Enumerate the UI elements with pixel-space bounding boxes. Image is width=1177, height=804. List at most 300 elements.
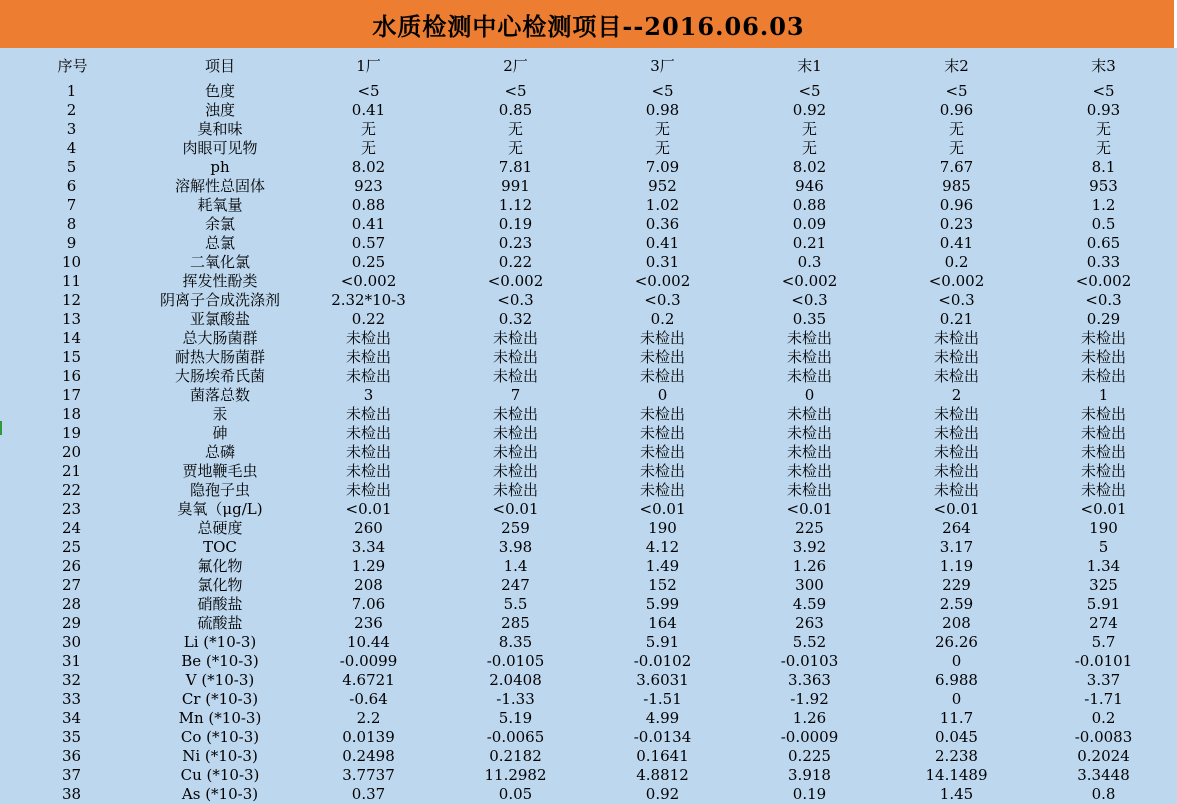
value-end-3: -1.71 bbox=[1084, 690, 1123, 708]
value-plant-1: 3.34 bbox=[351, 538, 386, 556]
value-end-1: 无 bbox=[801, 120, 817, 138]
table-row bbox=[0, 120, 1177, 139]
value-end-3: 1 bbox=[1098, 386, 1109, 404]
item-name: 隐孢子虫 bbox=[189, 481, 250, 499]
value-plant-3: 5.99 bbox=[645, 595, 680, 613]
value-end-3: 274 bbox=[1089, 614, 1118, 632]
table-row bbox=[0, 177, 1177, 196]
value-plant-2: 未检出 bbox=[492, 443, 538, 461]
value-end-1: 0.92 bbox=[792, 101, 827, 119]
header-end-3: 末3 bbox=[1091, 57, 1116, 75]
value-end-2: <0.01 bbox=[933, 500, 980, 518]
row-index: 22 bbox=[61, 481, 82, 499]
item-name: Li (*10-3) bbox=[183, 633, 257, 651]
item-name: ph bbox=[210, 158, 230, 176]
value-plant-1: 7.06 bbox=[351, 595, 386, 613]
value-plant-3: 0.41 bbox=[645, 234, 680, 252]
row-index: 37 bbox=[61, 766, 82, 784]
value-end-2: 2 bbox=[951, 386, 962, 404]
table-row bbox=[0, 538, 1177, 557]
item-name: 余氯 bbox=[204, 215, 235, 233]
table-row bbox=[0, 215, 1177, 234]
value-plant-1: 236 bbox=[354, 614, 383, 632]
item-name: Co (*10-3) bbox=[180, 728, 260, 746]
value-plant-2: 2.0408 bbox=[489, 671, 542, 689]
value-end-2: 未检出 bbox=[933, 405, 979, 423]
value-end-3: 1.2 bbox=[1091, 196, 1116, 214]
item-name: 耐热大肠菌群 bbox=[174, 348, 265, 366]
value-end-1: -0.0103 bbox=[780, 652, 839, 670]
value-end-1: 无 bbox=[801, 139, 817, 157]
value-end-1: 0.19 bbox=[792, 785, 827, 803]
value-plant-3: 952 bbox=[648, 177, 677, 195]
value-plant-2: 259 bbox=[501, 519, 530, 537]
value-end-2: <0.002 bbox=[928, 272, 985, 290]
value-end-3: 5.7 bbox=[1091, 633, 1116, 651]
value-end-3: 5 bbox=[1098, 538, 1109, 556]
header-plant-2: 2厂 bbox=[503, 57, 528, 75]
value-plant-3: 1.49 bbox=[645, 557, 680, 575]
table-row bbox=[0, 671, 1177, 690]
value-end-2: 985 bbox=[942, 177, 971, 195]
value-plant-2: 未检出 bbox=[492, 462, 538, 480]
value-end-3: 未检出 bbox=[1080, 367, 1126, 385]
row-index: 25 bbox=[61, 538, 82, 556]
table-row bbox=[0, 310, 1177, 329]
item-name: 臭氧（μg/L) bbox=[177, 500, 263, 518]
value-plant-3: 4.12 bbox=[645, 538, 680, 556]
value-end-3: 0.93 bbox=[1086, 101, 1121, 119]
value-plant-1: 3 bbox=[363, 386, 374, 404]
value-plant-3: 190 bbox=[648, 519, 677, 537]
value-end-1: 0.225 bbox=[788, 747, 831, 765]
value-plant-1: 260 bbox=[354, 519, 383, 537]
value-end-1: 未检出 bbox=[786, 348, 832, 366]
value-plant-3: 7.09 bbox=[645, 158, 680, 176]
header-end-1: 末1 bbox=[797, 57, 822, 75]
row-index: 6 bbox=[66, 177, 77, 195]
value-plant-1: 4.6721 bbox=[342, 671, 395, 689]
item-name: 氟化物 bbox=[197, 557, 243, 575]
value-end-3: -0.0083 bbox=[1074, 728, 1133, 746]
value-plant-3: 无 bbox=[654, 120, 670, 138]
table-row bbox=[0, 557, 1177, 576]
value-plant-1: 1.29 bbox=[351, 557, 386, 575]
table-row bbox=[0, 709, 1177, 728]
value-end-1: 5.52 bbox=[792, 633, 827, 651]
item-name: 亚氯酸盐 bbox=[189, 310, 250, 328]
row-index: 19 bbox=[61, 424, 82, 442]
value-end-2: 无 bbox=[948, 139, 964, 157]
value-end-2: 3.17 bbox=[939, 538, 974, 556]
item-name: 硝酸盐 bbox=[197, 595, 243, 613]
value-plant-1: 0.88 bbox=[351, 196, 386, 214]
value-end-2: 229 bbox=[942, 576, 971, 594]
value-plant-2: 5.19 bbox=[498, 709, 533, 727]
table-row bbox=[0, 82, 1177, 101]
row-index: 5 bbox=[66, 158, 77, 176]
value-end-1: 263 bbox=[795, 614, 824, 632]
value-end-3: 3.3448 bbox=[1077, 766, 1130, 784]
value-end-3: -0.0101 bbox=[1074, 652, 1133, 670]
value-plant-2: 未检出 bbox=[492, 405, 538, 423]
item-name: 大肠埃希氏菌 bbox=[174, 367, 265, 385]
item-name: 溶解性总固体 bbox=[174, 177, 265, 195]
value-end-3: 3.37 bbox=[1086, 671, 1121, 689]
value-plant-3: 1.02 bbox=[645, 196, 680, 214]
row-index: 13 bbox=[61, 310, 82, 328]
item-name: 浊度 bbox=[204, 101, 235, 119]
value-plant-3: 无 bbox=[654, 139, 670, 157]
value-plant-3: 3.6031 bbox=[636, 671, 689, 689]
value-plant-1: 未检出 bbox=[345, 481, 391, 499]
value-end-3: 无 bbox=[1095, 139, 1111, 157]
value-end-2: 未检出 bbox=[933, 348, 979, 366]
value-plant-1: 未检出 bbox=[345, 424, 391, 442]
value-end-2: 1.19 bbox=[939, 557, 974, 575]
value-plant-2: 991 bbox=[501, 177, 530, 195]
table-row bbox=[0, 481, 1177, 500]
value-plant-3: 4.99 bbox=[645, 709, 680, 727]
value-end-3: 1.34 bbox=[1086, 557, 1121, 575]
value-end-1: 0.21 bbox=[792, 234, 827, 252]
item-name: 挥发性酚类 bbox=[182, 272, 258, 290]
value-plant-2: 7.81 bbox=[498, 158, 533, 176]
table-row bbox=[0, 633, 1177, 652]
value-plant-2: 0.19 bbox=[498, 215, 533, 233]
value-end-2: 0.2 bbox=[944, 253, 969, 271]
value-plant-3: -0.0134 bbox=[633, 728, 692, 746]
value-plant-2: 0.85 bbox=[498, 101, 533, 119]
row-index: 31 bbox=[61, 652, 82, 670]
row-index: 21 bbox=[61, 462, 82, 480]
value-plant-3: 0.1641 bbox=[636, 747, 689, 765]
row-index: 17 bbox=[61, 386, 82, 404]
value-end-3: <0.3 bbox=[1085, 291, 1122, 309]
value-plant-3: 0 bbox=[657, 386, 668, 404]
row-index: 11 bbox=[61, 272, 82, 290]
table-row bbox=[0, 405, 1177, 424]
value-plant-3: 5.91 bbox=[645, 633, 680, 651]
value-end-2: 未检出 bbox=[933, 481, 979, 499]
value-end-1: 未检出 bbox=[786, 424, 832, 442]
row-index: 3 bbox=[66, 120, 77, 138]
item-name: Cr (*10-3) bbox=[181, 690, 259, 708]
value-plant-3: 未检出 bbox=[639, 405, 685, 423]
value-end-2: 6.988 bbox=[935, 671, 978, 689]
table-row bbox=[0, 253, 1177, 272]
value-plant-2: <0.01 bbox=[492, 500, 539, 518]
value-end-3: 未检出 bbox=[1080, 329, 1126, 347]
table-row bbox=[0, 766, 1177, 785]
header-plant-3: 3厂 bbox=[650, 57, 675, 75]
value-end-1: 未检出 bbox=[786, 443, 832, 461]
value-end-2: 26.26 bbox=[935, 633, 978, 651]
item-name: V (*10-3) bbox=[185, 671, 255, 689]
table-row bbox=[0, 747, 1177, 766]
value-end-2: 11.7 bbox=[939, 709, 974, 727]
table-row bbox=[0, 443, 1177, 462]
value-end-3: <5 bbox=[1092, 82, 1115, 100]
value-end-2: 0.41 bbox=[939, 234, 974, 252]
value-plant-3: 未检出 bbox=[639, 481, 685, 499]
value-end-3: 325 bbox=[1089, 576, 1118, 594]
results-table bbox=[0, 48, 1177, 804]
value-end-2: 14.1489 bbox=[925, 766, 988, 784]
value-plant-2: <0.3 bbox=[497, 291, 534, 309]
value-plant-1: 0.57 bbox=[351, 234, 386, 252]
value-plant-1: 0.2498 bbox=[342, 747, 395, 765]
value-end-2: 未检出 bbox=[933, 329, 979, 347]
value-end-3: 未检出 bbox=[1080, 443, 1126, 461]
value-plant-2: 无 bbox=[507, 139, 523, 157]
value-plant-1: 8.02 bbox=[351, 158, 386, 176]
table-row bbox=[0, 158, 1177, 177]
row-index: 10 bbox=[61, 253, 82, 271]
value-end-1: -0.0009 bbox=[780, 728, 839, 746]
value-end-3: 未检出 bbox=[1080, 462, 1126, 480]
item-name: 总磷 bbox=[204, 443, 235, 461]
row-index: 16 bbox=[61, 367, 82, 385]
item-name: 耗氧量 bbox=[197, 196, 243, 214]
value-end-1: 未检出 bbox=[786, 481, 832, 499]
value-plant-2: 未检出 bbox=[492, 348, 538, 366]
value-plant-3: 0.36 bbox=[645, 215, 680, 233]
value-end-2: 7.67 bbox=[939, 158, 974, 176]
value-end-2: 未检出 bbox=[933, 462, 979, 480]
value-plant-1: 未检出 bbox=[345, 367, 391, 385]
value-end-3: 0.65 bbox=[1086, 234, 1121, 252]
value-plant-1: 无 bbox=[360, 139, 376, 157]
row-index: 23 bbox=[61, 500, 82, 518]
value-end-3: 0.29 bbox=[1086, 310, 1121, 328]
header-plant-1: 1厂 bbox=[356, 57, 381, 75]
value-end-1: 0.3 bbox=[797, 253, 822, 271]
value-end-2: 0.23 bbox=[939, 215, 974, 233]
row-index: 12 bbox=[61, 291, 82, 309]
table-row bbox=[0, 576, 1177, 595]
value-plant-2: 1.4 bbox=[503, 557, 528, 575]
value-plant-2: 未检出 bbox=[492, 367, 538, 385]
value-plant-2: 0.32 bbox=[498, 310, 533, 328]
value-plant-1: -0.64 bbox=[349, 690, 388, 708]
row-index: 28 bbox=[61, 595, 82, 613]
value-end-1: 未检出 bbox=[786, 329, 832, 347]
value-end-3: 0.5 bbox=[1091, 215, 1116, 233]
value-end-1: 1.26 bbox=[792, 557, 827, 575]
table-row bbox=[0, 462, 1177, 481]
value-plant-2: -0.0105 bbox=[486, 652, 545, 670]
row-index: 15 bbox=[61, 348, 82, 366]
value-plant-3: -0.0102 bbox=[633, 652, 692, 670]
row-index: 2 bbox=[66, 101, 77, 119]
value-plant-3: 164 bbox=[648, 614, 677, 632]
value-plant-1: 2.2 bbox=[356, 709, 381, 727]
value-end-2: <5 bbox=[945, 82, 968, 100]
value-end-3: 0.33 bbox=[1086, 253, 1121, 271]
item-name: TOC bbox=[203, 538, 237, 556]
item-name: 肉眼可见物 bbox=[182, 139, 258, 157]
value-plant-2: 未检出 bbox=[492, 424, 538, 442]
value-plant-3: <0.3 bbox=[644, 291, 681, 309]
value-plant-1: 0.41 bbox=[351, 215, 386, 233]
value-end-1: 未检出 bbox=[786, 462, 832, 480]
value-end-1: 未检出 bbox=[786, 367, 832, 385]
value-plant-1: 0.25 bbox=[351, 253, 386, 271]
item-name: 硫酸盐 bbox=[197, 614, 243, 632]
value-end-1: 300 bbox=[795, 576, 824, 594]
value-plant-1: 0.0139 bbox=[342, 728, 395, 746]
value-plant-1: 0.41 bbox=[351, 101, 386, 119]
value-plant-2: 0.05 bbox=[498, 785, 533, 803]
value-plant-2: 未检出 bbox=[492, 329, 538, 347]
value-plant-2: 无 bbox=[507, 120, 523, 138]
value-plant-3: 未检出 bbox=[639, 462, 685, 480]
value-plant-1: <0.01 bbox=[345, 500, 392, 518]
value-plant-1: 未检出 bbox=[345, 443, 391, 461]
row-index: 30 bbox=[61, 633, 82, 651]
value-plant-2: 8.35 bbox=[498, 633, 533, 651]
table-row bbox=[0, 519, 1177, 538]
value-plant-2: 未检出 bbox=[492, 481, 538, 499]
row-index: 24 bbox=[61, 519, 82, 537]
row-index: 33 bbox=[61, 690, 82, 708]
value-plant-1: 未检出 bbox=[345, 405, 391, 423]
value-end-1: 0 bbox=[804, 386, 815, 404]
row-index: 18 bbox=[61, 405, 82, 423]
row-index: 1 bbox=[66, 82, 77, 100]
value-end-2: 0 bbox=[951, 690, 962, 708]
item-name: 色度 bbox=[204, 82, 235, 100]
table-row bbox=[0, 101, 1177, 120]
table-row bbox=[0, 329, 1177, 348]
table-row bbox=[0, 500, 1177, 519]
value-end-1: <0.01 bbox=[786, 500, 833, 518]
value-plant-1: -0.0099 bbox=[339, 652, 398, 670]
item-name: 阴离子合成洗涤剂 bbox=[159, 291, 280, 309]
header-index: 序号 bbox=[57, 57, 88, 75]
table-row bbox=[0, 196, 1177, 215]
value-end-3: 未检出 bbox=[1080, 348, 1126, 366]
value-end-1: 0.09 bbox=[792, 215, 827, 233]
value-end-2: 未检出 bbox=[933, 443, 979, 461]
table-row bbox=[0, 614, 1177, 633]
value-plant-1: 923 bbox=[354, 177, 383, 195]
item-name: Ni (*10-3) bbox=[182, 747, 258, 765]
value-end-3: 0.2 bbox=[1091, 709, 1116, 727]
value-plant-3: 0.92 bbox=[645, 785, 680, 803]
value-end-2: 0.96 bbox=[939, 101, 974, 119]
value-plant-1: 3.7737 bbox=[342, 766, 395, 784]
sheet-title: 水质检测中心检测项目--2016.06.03 bbox=[0, 0, 1177, 48]
table-row bbox=[0, 367, 1177, 386]
item-name: Be (*10-3) bbox=[181, 652, 259, 670]
value-plant-3: 0.98 bbox=[645, 101, 680, 119]
table-row bbox=[0, 690, 1177, 709]
row-index: 35 bbox=[61, 728, 82, 746]
row-index: 32 bbox=[61, 671, 82, 689]
value-end-1: <0.002 bbox=[781, 272, 838, 290]
table-row bbox=[0, 386, 1177, 405]
value-plant-3: -1.51 bbox=[643, 690, 682, 708]
table-row bbox=[0, 785, 1177, 804]
value-plant-2: <0.002 bbox=[487, 272, 544, 290]
item-name: 菌落总数 bbox=[189, 386, 250, 404]
value-end-1: 3.918 bbox=[788, 766, 831, 784]
value-plant-1: 未检出 bbox=[345, 329, 391, 347]
value-end-3: 0.2024 bbox=[1077, 747, 1130, 765]
value-plant-3: 4.8812 bbox=[636, 766, 689, 784]
value-plant-1: 2.32*10-3 bbox=[331, 291, 406, 309]
value-end-2: 0 bbox=[951, 652, 962, 670]
value-plant-3: 未检出 bbox=[639, 329, 685, 347]
item-name: 贾地鞭毛虫 bbox=[182, 462, 258, 480]
value-end-1: 0.35 bbox=[792, 310, 827, 328]
row-index: 36 bbox=[61, 747, 82, 765]
value-plant-2: 7 bbox=[510, 386, 521, 404]
value-plant-2: 1.12 bbox=[498, 196, 533, 214]
value-end-3: <0.01 bbox=[1080, 500, 1127, 518]
value-end-2: <0.3 bbox=[938, 291, 975, 309]
item-name: 氯化物 bbox=[197, 576, 243, 594]
item-name: 汞 bbox=[212, 405, 228, 423]
table-row bbox=[0, 595, 1177, 614]
value-plant-3: <5 bbox=[651, 82, 674, 100]
value-end-2: 0.045 bbox=[935, 728, 978, 746]
value-plant-3: 未检出 bbox=[639, 367, 685, 385]
value-end-2: 未检出 bbox=[933, 424, 979, 442]
value-plant-1: 未检出 bbox=[345, 348, 391, 366]
value-end-1: 0.88 bbox=[792, 196, 827, 214]
value-end-2: 0.21 bbox=[939, 310, 974, 328]
value-end-1: 3.363 bbox=[788, 671, 831, 689]
value-plant-3: 0.2 bbox=[650, 310, 675, 328]
header-end-2: 末2 bbox=[944, 57, 969, 75]
value-plant-2: <5 bbox=[504, 82, 527, 100]
value-plant-3: <0.002 bbox=[634, 272, 691, 290]
value-end-1: 3.92 bbox=[792, 538, 827, 556]
row-index: 14 bbox=[61, 329, 82, 347]
value-plant-1: 208 bbox=[354, 576, 383, 594]
value-plant-1: <5 bbox=[357, 82, 380, 100]
value-plant-1: 0.37 bbox=[351, 785, 386, 803]
row-index: 7 bbox=[66, 196, 77, 214]
value-end-1: <5 bbox=[798, 82, 821, 100]
value-plant-2: 0.22 bbox=[498, 253, 533, 271]
row-index: 20 bbox=[61, 443, 82, 461]
value-end-2: 无 bbox=[948, 120, 964, 138]
value-end-3: 5.91 bbox=[1086, 595, 1121, 613]
item-name: As (*10-3) bbox=[181, 785, 259, 803]
row-index: 26 bbox=[61, 557, 82, 575]
value-plant-1: 无 bbox=[360, 120, 376, 138]
value-end-3: 未检出 bbox=[1080, 481, 1126, 499]
value-plant-3: 未检出 bbox=[639, 424, 685, 442]
value-plant-2: 5.5 bbox=[503, 595, 528, 613]
item-name: 总大肠菌群 bbox=[182, 329, 258, 347]
value-end-1: 225 bbox=[795, 519, 824, 537]
row-index: 9 bbox=[66, 234, 77, 252]
row-index: 38 bbox=[61, 785, 82, 803]
item-name: 二氧化氯 bbox=[189, 253, 250, 271]
value-end-3: 未检出 bbox=[1080, 405, 1126, 423]
value-end-2: 1.45 bbox=[939, 785, 974, 803]
value-end-2: 2.59 bbox=[939, 595, 974, 613]
value-plant-2: 11.2982 bbox=[484, 766, 547, 784]
item-name: 砷 bbox=[212, 424, 228, 442]
value-end-3: 无 bbox=[1095, 120, 1111, 138]
item-name: 总硬度 bbox=[197, 519, 243, 537]
